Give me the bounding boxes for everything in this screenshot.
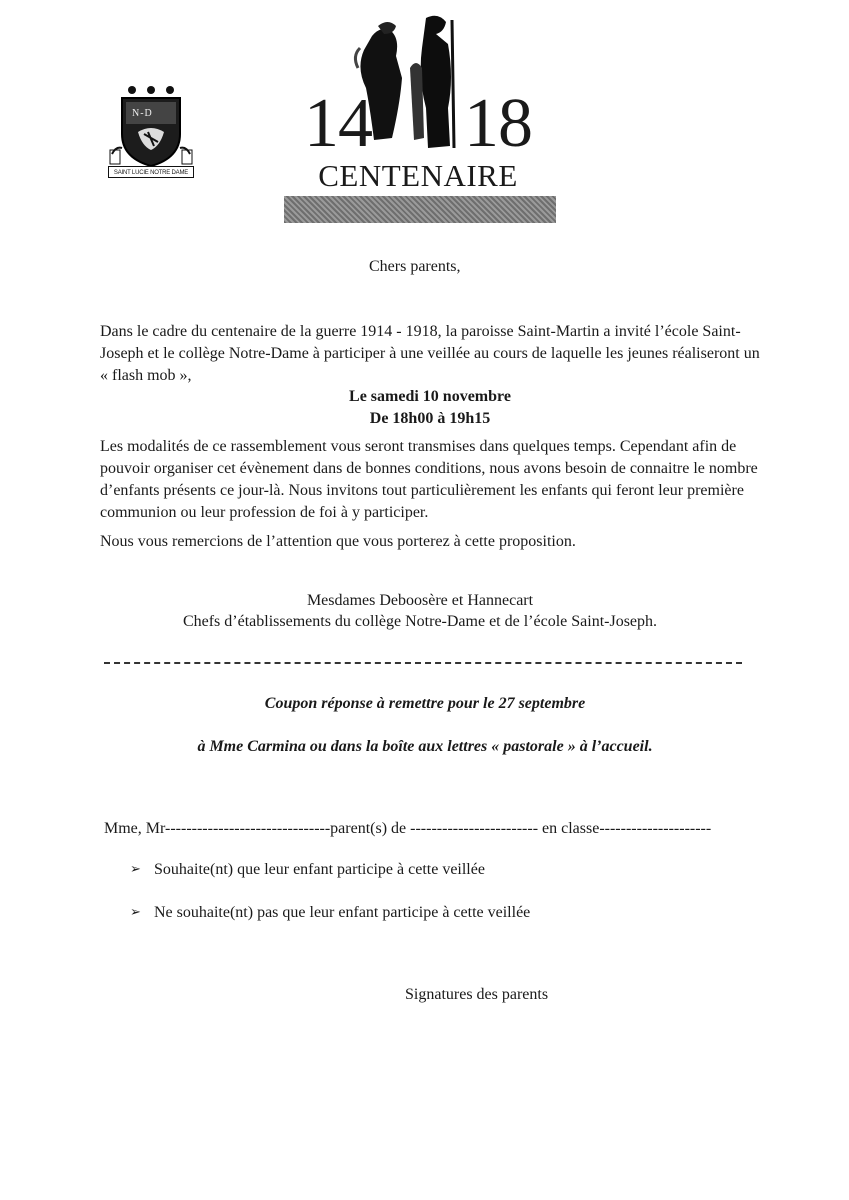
school-crest-icon xyxy=(108,84,194,168)
option-not-participate[interactable] xyxy=(130,901,530,924)
paragraph-thanks: Nous vous remercions de l’attention que vous porterez à cette proposition. xyxy=(100,533,576,550)
event-date xyxy=(100,386,760,430)
logo-band xyxy=(284,196,556,223)
parents-signatures-label: Signatures des parents xyxy=(405,986,549,1003)
logo-year-left: 14 xyxy=(304,85,372,162)
coupon-form-line[interactable]: Mme, Mr-------------------------------parent(s) de ------------------------ en classe--------------------- xyxy=(104,820,712,837)
option-participate-label: Souhaite(nt) que leur enfant participe à cette veillée xyxy=(154,861,485,878)
signatories-role: Chefs d’établissements du collège Notre-Dame et de l’école Saint-Joseph. xyxy=(182,613,658,630)
signatories: Mesdames Deboosère et Hannecart xyxy=(306,592,534,609)
coupon-return-instructions: à Mme Carmina ou dans la boîte aux lettres « pastorale » à l’accueil. xyxy=(197,738,653,755)
option-not-participate-label: Ne souhaite(nt) pas que leur enfant participe à cette veillée xyxy=(154,904,531,921)
logo-year-right: 18 xyxy=(464,85,532,162)
centenary-logo xyxy=(300,8,560,228)
crest-monogram: N-D xyxy=(132,108,153,119)
paragraph-intro: Dans le cadre du centenaire de la guerre 1914 - 1918, la paroisse Saint-Martin a invité l’école Saint-Joseph et le collège Notre-Dame à participer à une veillée au cours de laquelle les jeunes réaliseront un « flash mob », xyxy=(100,323,760,384)
arrow-bullet-icon: ➢ xyxy=(130,861,141,876)
crest-motto: SAINT LUCIE NOTRE DAME xyxy=(108,166,194,178)
arrow-bullet-icon: ➢ xyxy=(130,904,141,919)
greeting: Chers parents, xyxy=(369,258,461,275)
paragraph-details: Les modalités de ce rassemblement vous seront transmises dans quelques temps. Cependant afin de pouvoir organiser cet évènement dans de bonnes conditions, nous avons besoin de connaitre le nombre d’enfants présents ce jour-là. Nous invitons tout particulièrement les enfants qui feront leur première communion ou leur profession de foi à y participer. xyxy=(100,438,758,521)
event-date-line: Le samedi 10 novembre xyxy=(349,388,511,405)
school-crest xyxy=(108,84,194,180)
logo-title: CENTENAIRE xyxy=(318,158,518,193)
coupon-title: Coupon réponse à remettre pour le 27 septembre xyxy=(264,695,586,712)
option-participate[interactable] xyxy=(130,858,485,881)
logo-years xyxy=(300,84,536,164)
cut-line-separator xyxy=(104,662,742,664)
event-time-line: De 18h00 à 19h15 xyxy=(369,410,491,427)
